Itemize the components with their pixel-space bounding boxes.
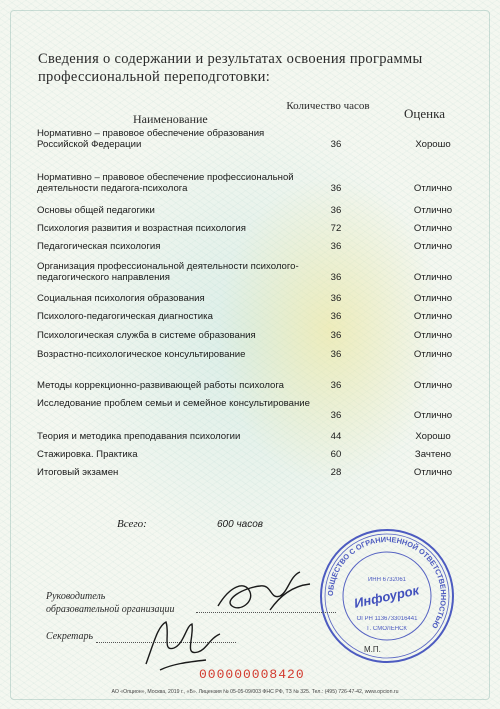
row-grade: Отлично — [413, 380, 453, 391]
row-name: Нормативно – правовое обеспечение образования Российской Федерации — [37, 128, 265, 150]
row-grade: Отлично — [413, 205, 453, 216]
row-hours: 36 — [330, 139, 342, 150]
row-hours: 36 — [330, 272, 342, 283]
row-name: Теория и методика преподавания психологии — [37, 431, 241, 442]
total-value: 600 часов — [217, 519, 263, 530]
stamp-center-text: Инфоурок — [352, 582, 421, 611]
row-grade: Хорошо — [415, 431, 451, 442]
row-name: Психология развития и возрастная психология — [37, 223, 246, 234]
row-grade: Отлично — [413, 311, 453, 322]
head-label-line1: Руководитель — [46, 591, 106, 602]
row-hours: 28 — [330, 467, 342, 478]
row-name: Возрастно-психологическое консультирование — [37, 349, 246, 360]
printer-footer: АО «Опцион», Москва, 2019 г., «Б». Лицензия № 05-05-09/003 ФНС РФ, ТЗ № 325. Тел.: (495) 726-47-42, www.opcion.ru — [111, 689, 399, 695]
row-name: Исследование проблем семьи и семейное консультирование — [37, 398, 310, 409]
row-grade: Хорошо — [415, 139, 451, 150]
row-name: Социальная психология образования — [37, 293, 205, 304]
row-grade: Отлично — [413, 223, 453, 234]
head-label-line2: образовательной организации — [46, 604, 175, 615]
row-name: Итоговый экзамен — [37, 467, 119, 478]
row-grade: Отлично — [413, 293, 453, 304]
column-header-grade: Оценка — [404, 106, 445, 121]
row-hours: 36 — [330, 380, 342, 391]
row-hours: 36 — [330, 311, 342, 322]
row-grade: Отлично — [413, 349, 453, 360]
row-hours: 36 — [330, 205, 342, 216]
row-hours: 72 — [330, 223, 342, 234]
row-name: Стажировка. Практика — [37, 449, 138, 460]
row-name: Организация профессиональной деятельности психолого-педагогического направления — [37, 261, 299, 283]
stamp-ring-text: ОБЩЕСТВО С ОГРАНИЧЕННОЙ ОТВЕТСТВЕННОСТЬЮ — [325, 534, 449, 631]
row-name: Методы коррекционно-развивающей работы психолога — [37, 380, 285, 391]
row-grade: Отлично — [413, 241, 453, 252]
row-grade: Отлично — [413, 272, 453, 283]
row-grade: Отлично — [413, 410, 453, 421]
row-grade: Отлично — [413, 330, 453, 341]
stamp-inn: ИНН 6732061 — [367, 577, 407, 583]
document-title: Сведения о содержании и результатах освоения программы профессиональной переподготовки: — [38, 51, 423, 85]
row-name: Педагогическая психология — [37, 241, 161, 252]
row-grade: Отлично — [413, 183, 453, 194]
row-hours: 36 — [330, 349, 342, 360]
column-header-hours: Количество часов — [286, 100, 370, 112]
row-hours: 44 — [330, 431, 342, 442]
row-name: Основы общей педагогики — [37, 205, 155, 216]
organization-stamp — [318, 527, 456, 665]
row-hours: 36 — [330, 241, 342, 252]
serial-number: 000000008420 — [199, 667, 305, 682]
secretary-label: Секретарь — [46, 631, 94, 642]
row-grade: Отлично — [413, 467, 453, 478]
row-hours: 60 — [330, 449, 342, 460]
row-name: Психологическая служба в системе образования — [37, 330, 256, 341]
row-hours: 36 — [330, 183, 342, 194]
row-hours: 36 — [330, 293, 342, 304]
row-hours: 36 — [330, 330, 342, 341]
stamp-place-label: М.П. — [364, 645, 381, 654]
stamp-ogrn: ОГРН 1136733016441 — [356, 616, 418, 622]
row-hours: 36 — [330, 410, 342, 421]
column-header-name: Наименование — [133, 112, 208, 126]
total-label: Всего: — [117, 518, 147, 530]
stamp-city: Г. СМОЛЕНСК — [367, 626, 407, 632]
row-name: Психолого-педагогическая диагностика — [37, 311, 213, 322]
row-grade: Зачтено — [414, 449, 452, 460]
row-name: Нормативно – правовое обеспечение профессиональной деятельности педагога-психолога — [37, 172, 294, 194]
